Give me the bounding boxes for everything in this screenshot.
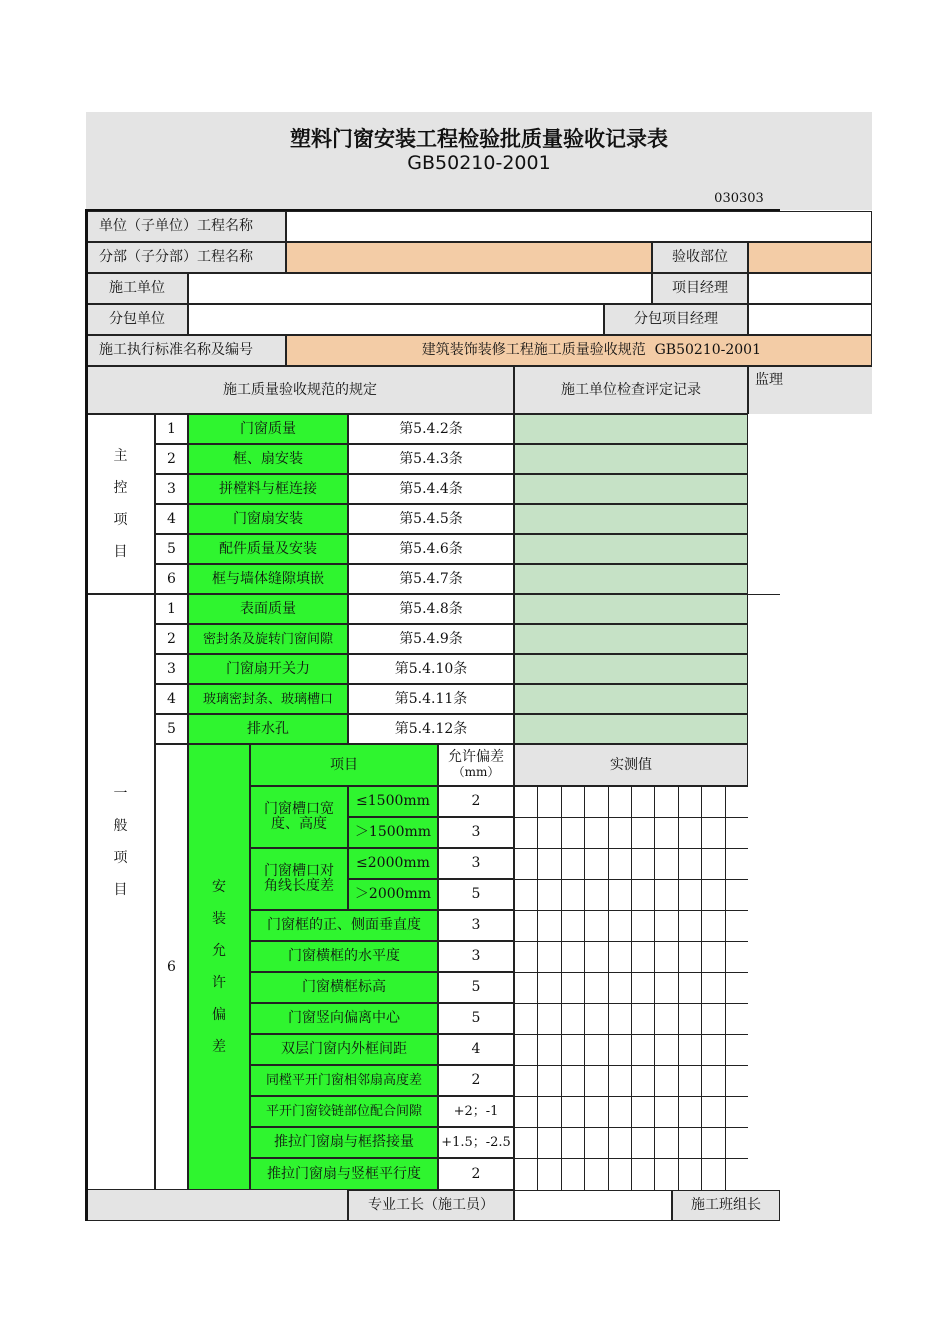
supervision-divider [748,594,780,595]
subcontractor-label: 分包单位 [86,304,188,335]
sub-project-field[interactable] [286,242,652,273]
main-item-clause: 第5.4.6条 [348,534,514,564]
main-control-char: 项 [113,512,128,528]
main-item-clause: 第5.4.5条 [348,504,514,534]
group-name [250,786,348,848]
tolerance-row-name: 推拉门窗扇与框搭接量 [250,1127,438,1158]
general-label [86,594,155,1190]
tolerance-row-name: 同樘平开门窗相邻扇高度差 [250,1065,438,1096]
project-name-field[interactable] [286,211,872,242]
general-item-no: 4 [155,684,188,714]
tolerance-row-name: 门窗框的正、侧面垂直度 [250,910,438,941]
main-control-char: 目 [113,544,128,560]
main-item-no: 6 [155,564,188,594]
main-item-clause: 第5.4.7条 [348,564,514,594]
main-item-record[interactable] [514,564,748,594]
tolerance-char: 差 [212,1039,226,1055]
foreman-field[interactable] [514,1190,672,1221]
tolerance-char: 安 [212,879,226,895]
main-control-char: 主 [113,448,128,464]
main-item-record[interactable] [514,444,748,474]
tolerance-row-allow: 5 [438,1003,514,1034]
group-condition: ≤1500mm [348,786,438,817]
main-item-no: 1 [155,414,188,444]
acceptance-part-field[interactable] [748,242,872,273]
general-item-record[interactable] [514,594,748,624]
project-manager-field[interactable] [748,273,872,304]
main-item-record[interactable] [514,534,748,564]
general-item-no: 3 [155,654,188,684]
main-item-no: 5 [155,534,188,564]
general-char: 一 [113,786,128,802]
standard-code: GB50210-2001 [407,151,551,174]
tolerance-item-header: 项目 [250,744,438,786]
tolerance-char: 许 [212,975,226,991]
group-allow: 3 [438,817,514,848]
general-item-record[interactable] [514,714,748,744]
general-item-no: 5 [155,714,188,744]
group-allow: 2 [438,786,514,817]
general-item-clause: 第5.4.8条 [348,594,514,624]
main-item-no: 4 [155,504,188,534]
measured-grid[interactable] [514,786,748,1190]
main-item-clause: 第5.4.4条 [348,474,514,504]
tolerance-row-allow: 2 [438,1065,514,1096]
group-condition: ＞2000mm [348,879,438,910]
construction-unit-label: 施工单位 [86,273,188,304]
main-item-clause: 第5.4.3条 [348,444,514,474]
general-item-record[interactable] [514,654,748,684]
tolerance-row-name: 门窗横框的水平度 [250,941,438,972]
tolerance-no: 6 [155,744,188,1190]
allow-header-unit: （mm） [452,765,500,779]
allow-header-text: 允许偏差 [448,749,504,765]
general-item-name: 门窗扇开关力 [188,654,348,684]
main-item-no: 3 [155,474,188,504]
tolerance-row-allow: +2；-1 [438,1096,514,1127]
tolerance-char: 允 [212,943,226,959]
standard-value: 建筑装饰装修工程施工质量验收规范 GB50210-2001 [286,335,872,366]
form-number: 030303 [714,190,764,206]
main-item-record[interactable] [514,474,748,504]
tolerance-row-name: 门窗竖向偏离中心 [250,1003,438,1034]
group-condition: ＞1500mm [348,817,438,848]
group-name-text: 门窗槽口对角线长度差 [264,863,334,894]
main-item-record[interactable] [514,414,748,444]
project-manager-label: 项目经理 [652,273,748,304]
general-item-clause: 第5.4.11条 [348,684,514,714]
construction-unit-field[interactable] [188,273,652,304]
tolerance-row-name: 平开门窗铰链部位配合间隙 [250,1096,438,1127]
main-item-name: 框与墙体缝隙填嵌 [188,564,348,594]
group-allow: 3 [438,848,514,879]
standard-label: 施工执行标准名称及编号 [86,335,286,366]
general-item-clause: 第5.4.10条 [348,654,514,684]
spec-column-header: 施工质量验收规范的规定 [86,366,514,414]
main-control-char: 控 [113,480,128,496]
main-item-record[interactable] [514,504,748,534]
sub-pm-label: 分包项目经理 [604,304,748,335]
group-allow: 5 [438,879,514,910]
tolerance-allow-header [438,744,514,786]
general-item-record[interactable] [514,684,748,714]
tolerance-row-allow: 3 [438,941,514,972]
general-char: 项 [113,850,128,866]
measured-header: 实测值 [514,744,748,786]
group-name-text: 门窗槽口宽度、高度 [264,801,334,832]
general-item-name: 密封条及旋转门窗间隙 [188,624,348,654]
subcontractor-field[interactable] [188,304,604,335]
supervision-label: 监理 [755,372,783,388]
general-item-clause: 第5.4.12条 [348,714,514,744]
team-leader-label: 施工班组长 [672,1190,780,1221]
left-rule [85,209,88,1221]
tolerance-row-name: 双层门窗内外框间距 [250,1034,438,1065]
tolerance-char: 偏 [212,1007,226,1023]
tolerance-row-allow: +1.5；-2.5 [438,1127,514,1158]
main-item-name: 框、扇安装 [188,444,348,474]
general-item-record[interactable] [514,624,748,654]
record-column-header: 施工单位检查评定记录 [514,366,748,414]
footer-gray-left [86,1190,348,1221]
tolerance-row-allow: 3 [438,910,514,941]
general-item-no: 1 [155,594,188,624]
tolerance-row-allow: 5 [438,972,514,1003]
main-item-name: 门窗质量 [188,414,348,444]
tolerance-row-allow: 2 [438,1158,514,1190]
sub-project-label: 分部（子分部）工程名称 [86,242,286,273]
general-item-name: 排水孔 [188,714,348,744]
general-char: 般 [113,818,128,834]
general-item-clause: 第5.4.9条 [348,624,514,654]
main-item-clause: 第5.4.2条 [348,414,514,444]
group-name [250,848,348,910]
group-condition: ≤2000mm [348,848,438,879]
supervision-column-header [748,366,872,414]
main-item-name: 配件质量及安装 [188,534,348,564]
foreman-label: 专业工长（施工员） [348,1190,514,1221]
general-char: 目 [113,882,128,898]
tolerance-row-name: 门窗横框标高 [250,972,438,1003]
general-item-name: 表面质量 [188,594,348,624]
general-item-name: 玻璃密封条、玻璃槽口 [188,684,348,714]
sub-pm-field[interactable] [748,304,872,335]
main-item-no: 2 [155,444,188,474]
tolerance-char: 装 [212,911,226,927]
project-name-label: 单位（子单位）工程名称 [86,211,286,242]
tolerance-row-allow: 4 [438,1034,514,1065]
main-item-name: 拼樘料与框连接 [188,474,348,504]
main-item-name: 门窗扇安装 [188,504,348,534]
tolerance-row-name: 推拉门窗扇与竖框平行度 [250,1158,438,1190]
general-item-no: 2 [155,624,188,654]
acceptance-part-label: 验收部位 [652,242,748,273]
form-title: 塑料门窗安装工程检验批质量验收记录表 [290,126,668,151]
tolerance-label [188,744,250,1190]
main-control-label [86,414,155,594]
